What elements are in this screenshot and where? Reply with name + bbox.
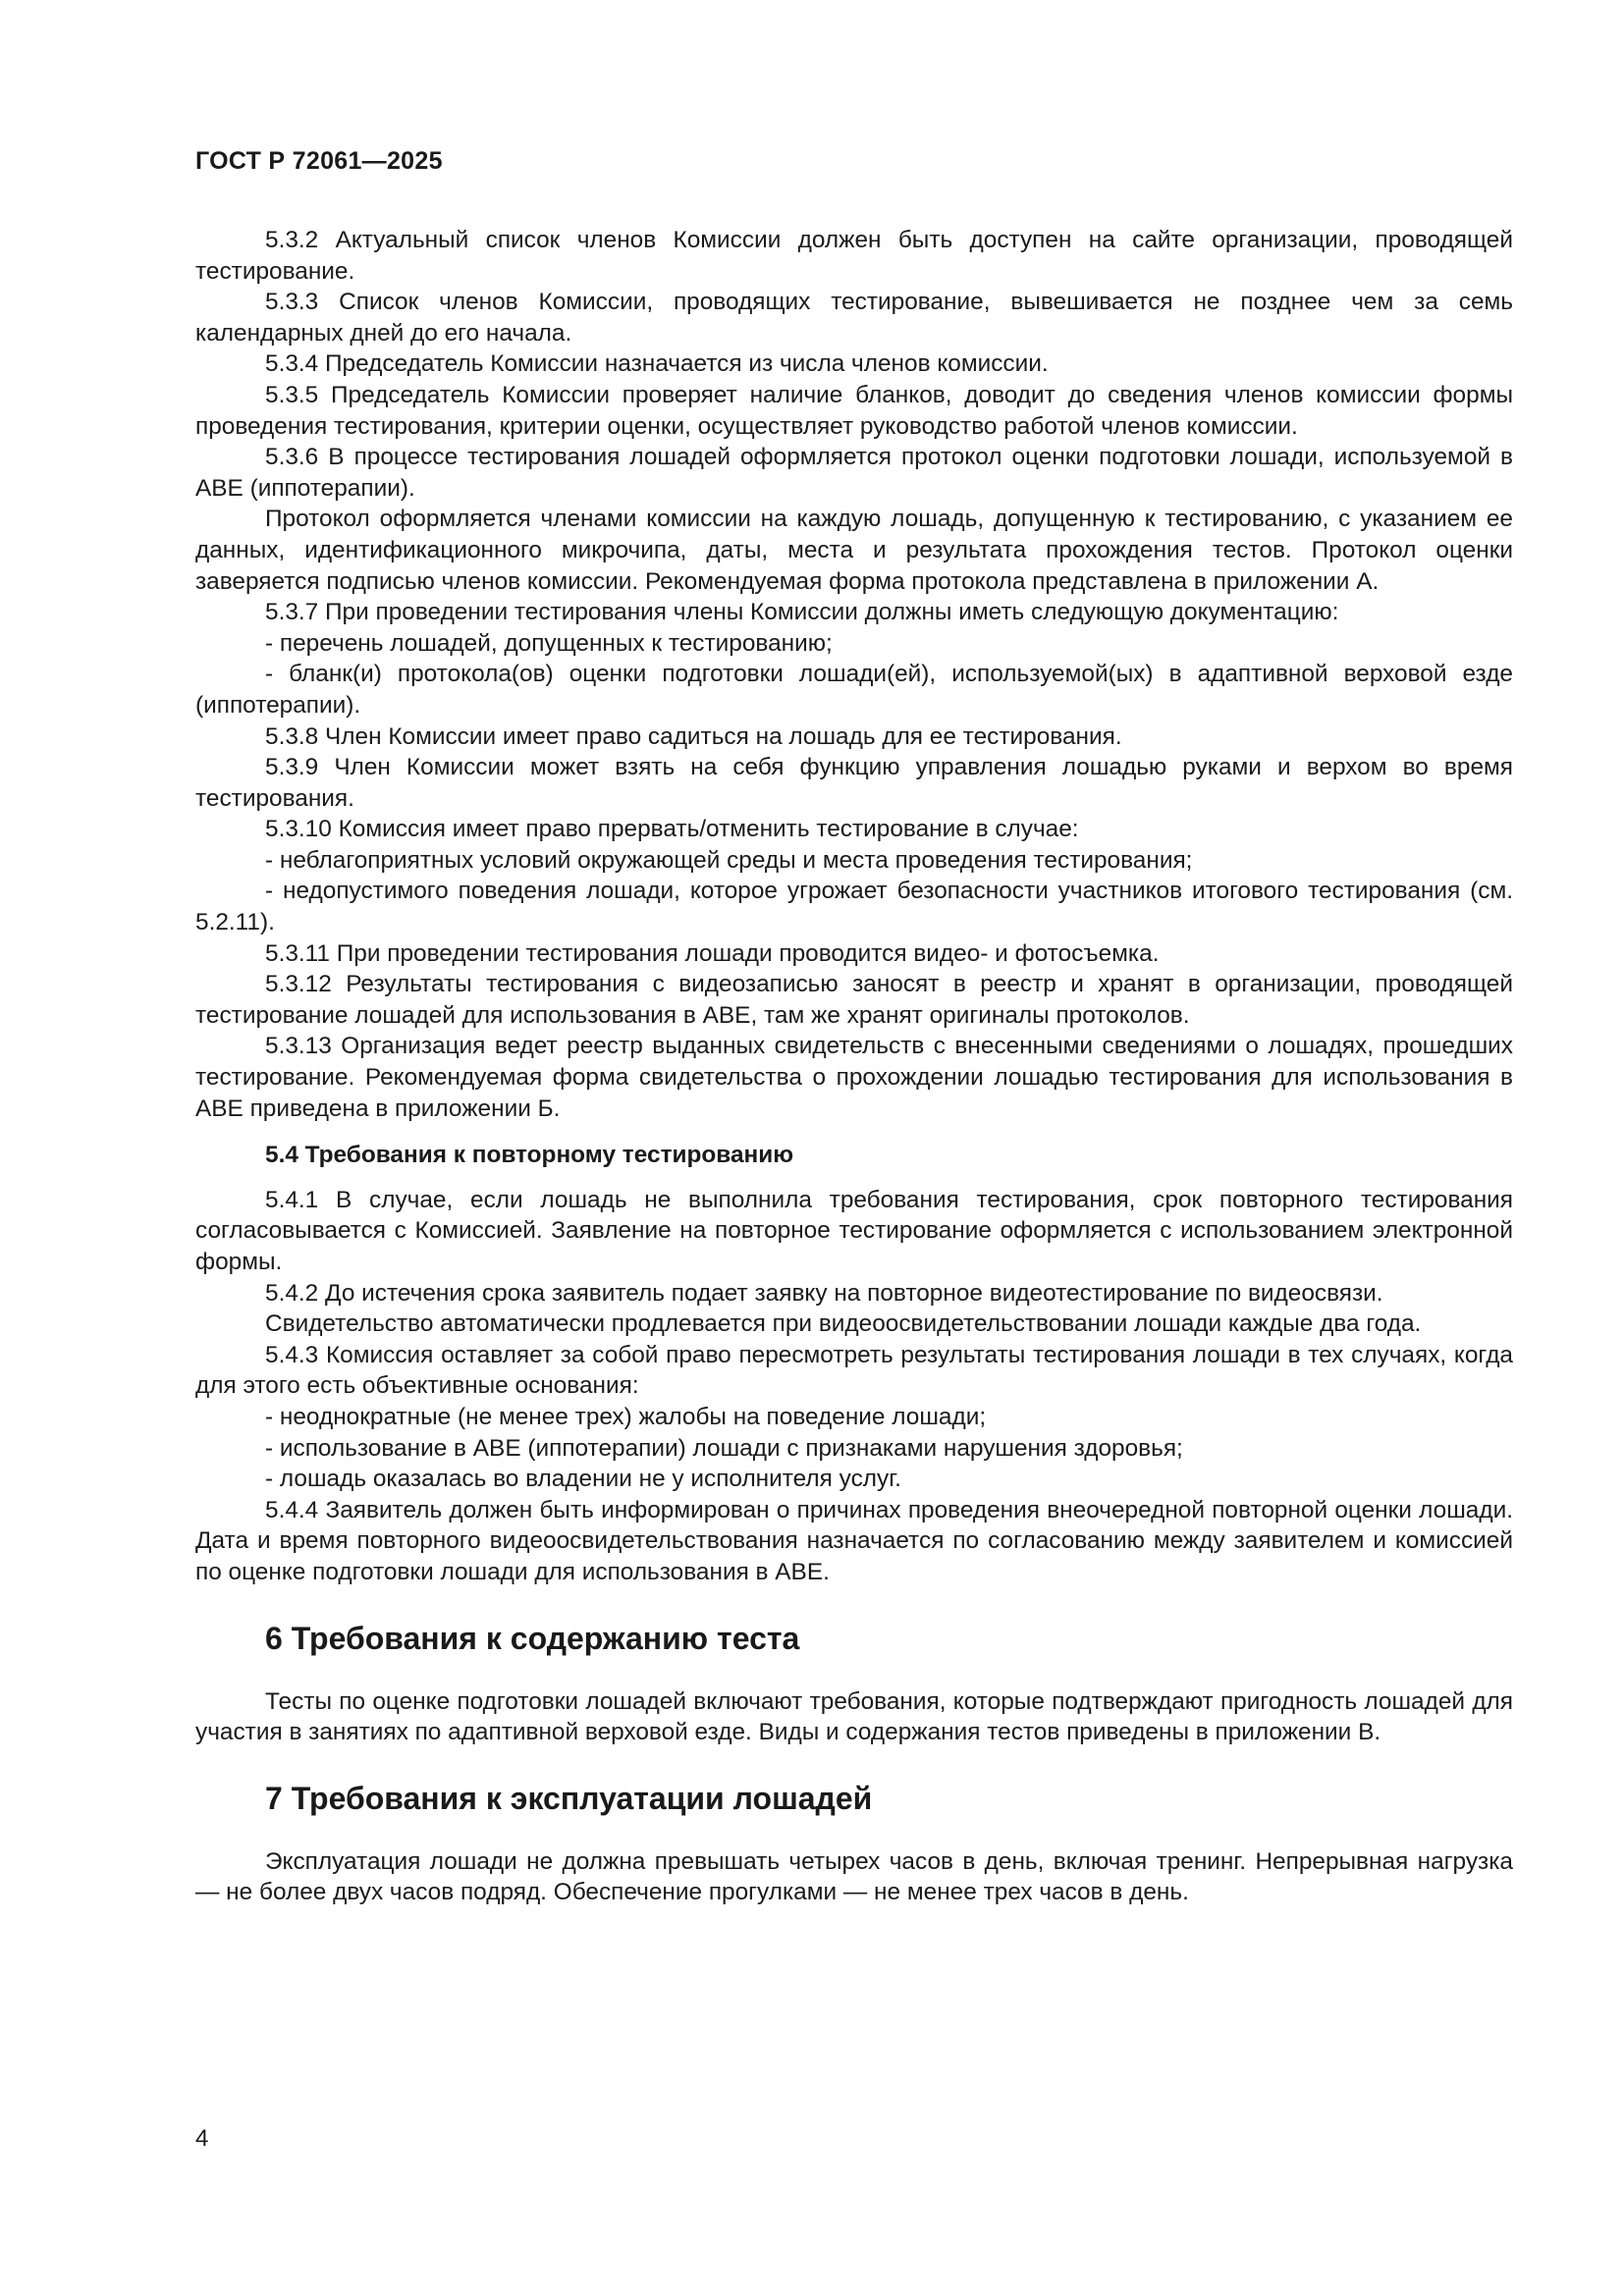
paragraph-5-3-10: 5.3.10 Комиссия имеет право прервать/отменить тестирование в случае: <box>265 816 1079 843</box>
paragraph-5-3-9: 5.3.9 Член Комиссии может взять на себя функцию управления лошадью руками и верхом во время тестирования. <box>195 754 1513 812</box>
list-item: - лошадь оказалась во владении не у исполнителя услуг. <box>265 1466 901 1493</box>
paragraph-section-6: Тесты по оценке подготовки лошадей включают требования, которые подтверждают пригодность лошадей для участия в занятиях по адаптивной верховой езде. Виды и содержания тестов приведены в приложении В. <box>195 1687 1513 1746</box>
paragraph-certificate: Свидетельство автоматически продлевается при видеоосвидетельствовании лошади каждые два года. <box>265 1310 1422 1338</box>
paragraph-5-3-4: 5.3.4 Председатель Комиссии назначается из числа членов комиссии. <box>265 350 1049 378</box>
paragraph-5-4-4: 5.4.4 Заявитель должен быть информирован о причинах проведения внеочередной повторной оценки лошади. Дата и время повторного видеоосвидетельствования назначается по согласованию между заявителем и комиссией по оценке подготовки лошади для использования в АВЕ. <box>195 1496 1513 1585</box>
list-item: - недопустимого поведения лошади, которое угрожает безопасности участников итогового тестирования (см. 5.2.11). <box>195 878 1513 936</box>
paragraph-5-3-5: 5.3.5 Председатель Комиссии проверяет наличие бланков, доводит до сведения членов комиссии формы проведения тестирования, критерии оценки, осуществляет руководство работой членов комиссии. <box>195 381 1513 440</box>
section-heading-5-4: 5.4 Требования к повторному тестированию <box>265 1142 794 1169</box>
section-heading-6: 6 Требования к содержанию теста <box>265 1620 800 1656</box>
list-item: - использование в АВЕ (иппотерапии) лошади с признаками нарушения здоровья; <box>265 1434 1183 1462</box>
document-header: ГОСТ Р 72061—2025 <box>195 147 443 175</box>
section-heading-7: 7 Требования к эксплуатации лошадей <box>265 1780 873 1816</box>
paragraph-5-4-1: 5.4.1 В случае, если лошадь не выполнила требования тестирования, срок повторного тестирования согласовывается с Комиссией. Заявление на повторное тестирование оформляется с использованием электронной формы. <box>195 1186 1513 1275</box>
paragraph-protocol: Протокол оформляется членами комиссии на каждую лошадь, допущенную к тестированию, с указанием ее данных, идентификационного микрочипа, даты, места и результата прохождения тестов. Протокол оценки заверяется подписью членов комиссии. Рекомендуемая форма протокола представлена в приложении А. <box>195 506 1513 595</box>
paragraph-5-3-7: 5.3.7 При проведении тестирования члены Комиссии должны иметь следующую документацию: <box>265 599 1339 626</box>
paragraph-5-3-6: 5.3.6 В процессе тестирования лошадей оформляется протокол оценки подготовки лошади, используемой в АВЕ (иппотерапии). <box>195 444 1513 502</box>
list-item: - неоднократные (не менее трех) жалобы на поведение лошади; <box>265 1403 987 1430</box>
paragraph-5-3-11: 5.3.11 При проведении тестирования лошади проводится видео- и фотосъемка. <box>265 939 1160 967</box>
list-item: - бланк(и) протокола(ов) оценки подготовки лошади(ей), используемой(ых) в адаптивной верховой езде (иппотерапии). <box>195 661 1513 719</box>
page-number: 4 <box>195 2125 209 2152</box>
paragraph-5-3-3: 5.3.3 Список членов Комиссии, проводящих тестирование, вывешивается не позднее чем за семь календарных дней до его начала. <box>195 289 1513 347</box>
list-item: - неблагоприятных условий окружающей среды и места проведения тестирования; <box>265 846 1193 874</box>
paragraph-5-3-12: 5.3.12 Результаты тестирования с видеозаписью заносят в реестр и хранят в организации, проводящей тестирование лошадей для использования в АВЕ, там же хранят оригиналы протоколов. <box>195 971 1513 1029</box>
paragraph-5-4-2: 5.4.2 До истечения срока заявитель подает заявку на повторное видеотестирование по видеосвязи. <box>265 1279 1383 1307</box>
paragraph-5-3-8: 5.3.8 Член Комиссии имеет право садиться на лошадь для ее тестирования. <box>265 722 1122 750</box>
paragraph-5-3-2: 5.3.2 Актуальный список членов Комиссии должен быть доступен на сайте организации, проводящей тестирование. <box>195 227 1513 285</box>
document-body <box>195 225 1513 1908</box>
paragraph-5-3-13: 5.3.13 Организация ведет реестр выданных свидетельств с внесенными сведениями о лошадях, прошедших тестирование. Рекомендуемая форма свидетельства о прохождении лошадью тестирования для использования в АВЕ приведена в приложении Б. <box>195 1033 1513 1122</box>
list-item: - перечень лошадей, допущенных к тестированию; <box>265 629 833 657</box>
paragraph-section-7: Эксплуатация лошади не должна превышать четырех часов в день, включая тренинг. Непрерывная нагрузка — не более двух часов подряд. Обеспечение прогулками — не менее трех часов в день. <box>195 1847 1513 1906</box>
paragraph-5-4-3: 5.4.3 Комиссия оставляет за собой право пересмотреть результаты тестирования лошади в тех случаях, когда для этого есть объективные основания: <box>195 1341 1513 1400</box>
